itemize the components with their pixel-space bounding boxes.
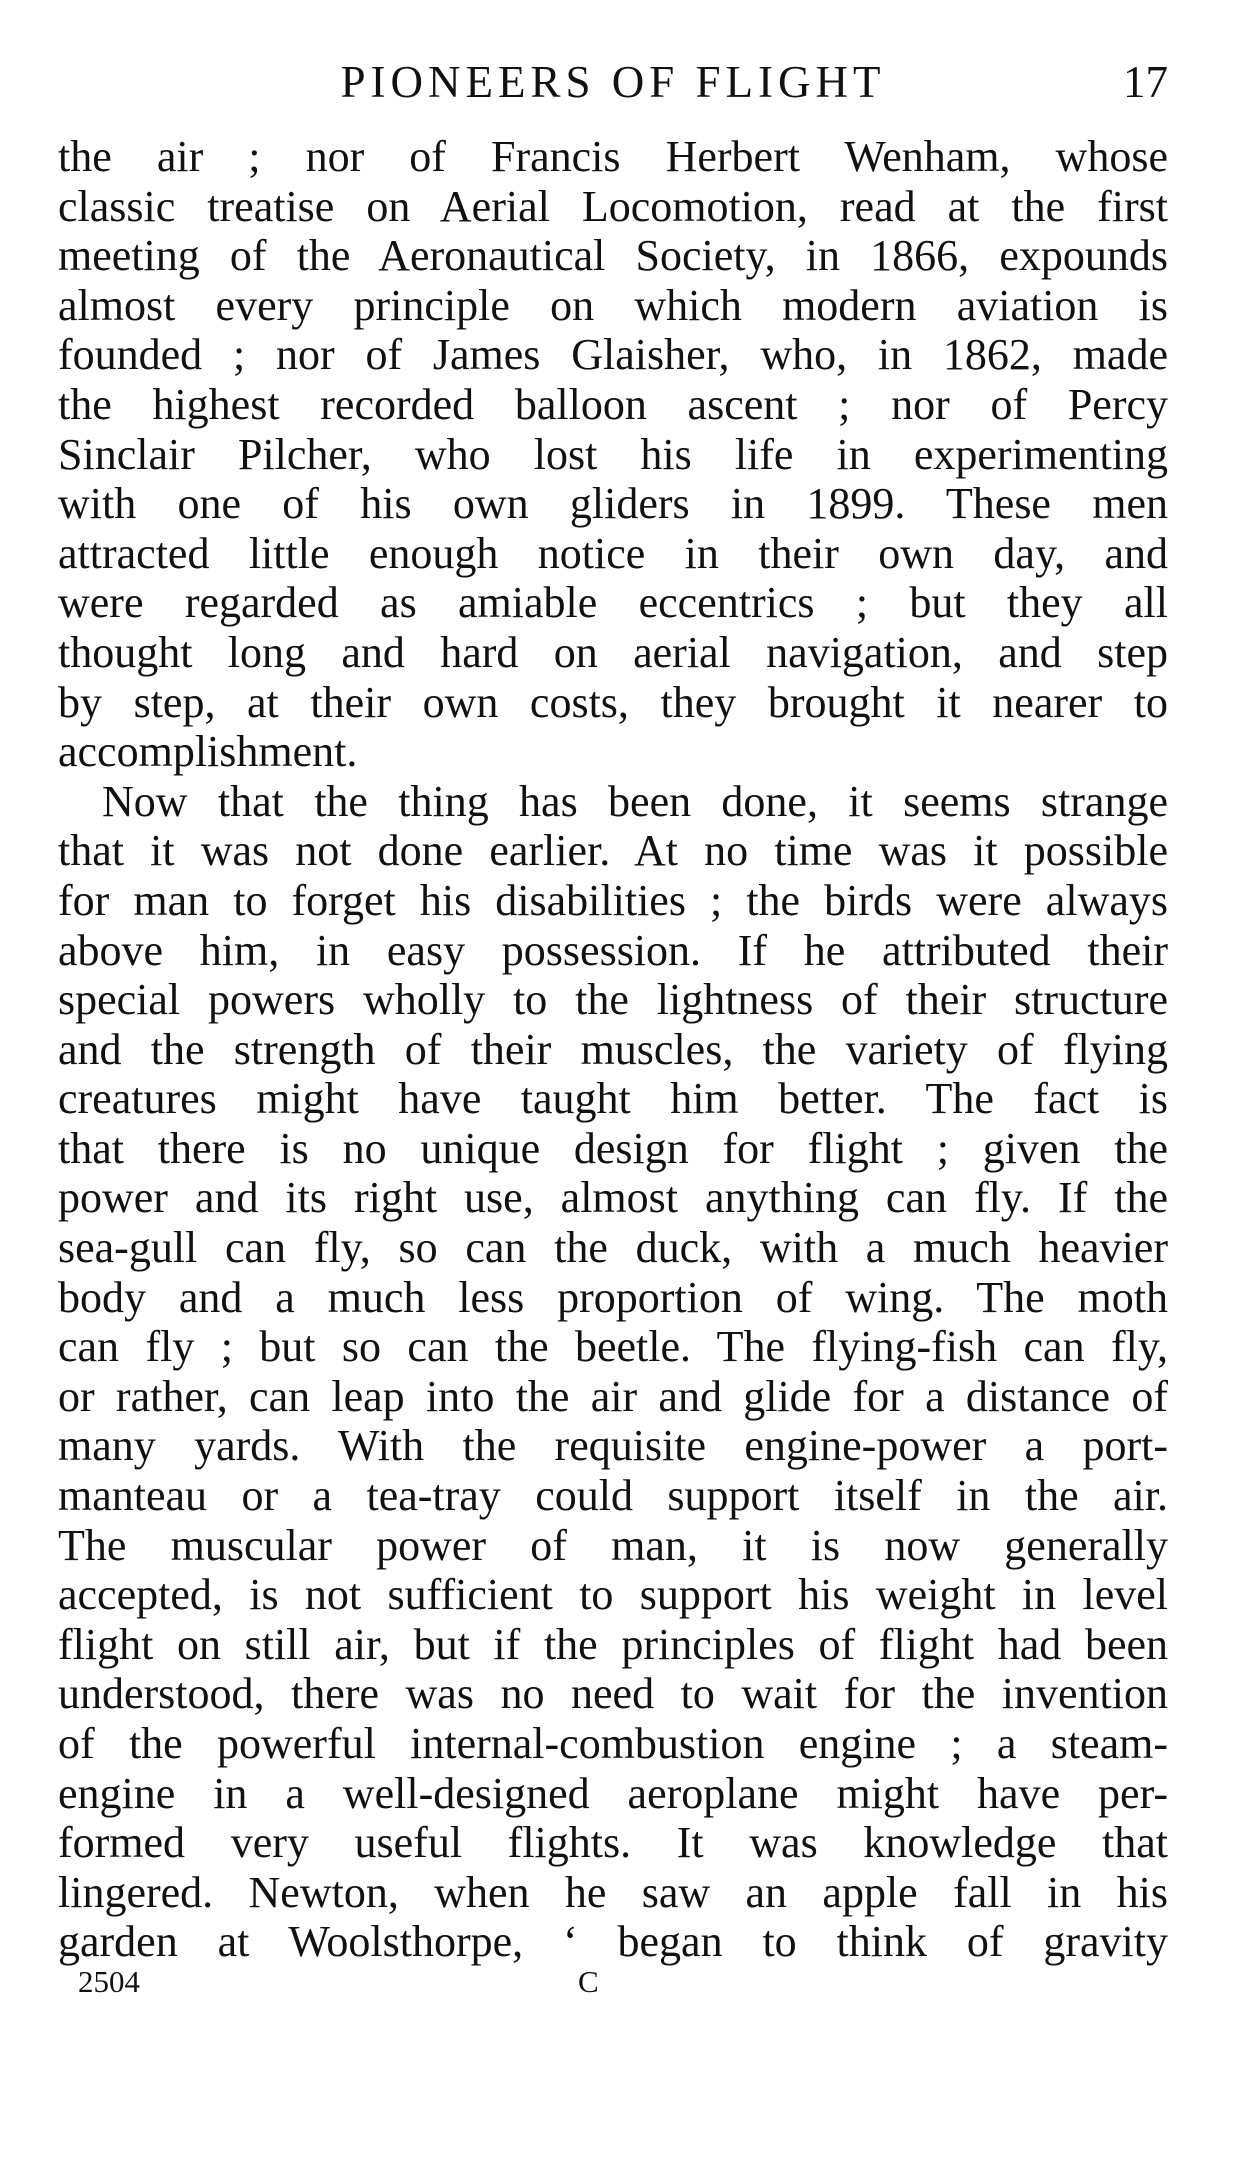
sheet-mark: C	[578, 1964, 599, 1999]
text-line: power and its right use, almost anything can fly. If the	[58, 1173, 1168, 1223]
text-line: of the powerful internal-combustion engine ; a steam-	[58, 1719, 1168, 1768]
text-line: by step, at their own costs, they brought it nearer to	[58, 677, 1168, 727]
text-line: creatures might have taught him better. The fact is	[58, 1074, 1168, 1124]
text-line: that there is no unique design for flight ; given the	[58, 1123, 1168, 1173]
text-line: manteau or a tea-tray could support itself in the air.	[58, 1471, 1168, 1521]
text-line: classic treatise on Aerial Locomotion, read at the first	[58, 181, 1168, 231]
paragraph-continued	[58, 132, 1168, 777]
text-line: meeting of the Aeronautical Society, in 1866, expounds	[58, 231, 1168, 281]
text-line: thought long and hard on aerial navigation, and step	[58, 627, 1168, 677]
text-line: and the strength of their muscles, the variety of flying	[58, 1024, 1168, 1074]
text-line: accepted, is not sufficient to support his weight in level	[58, 1570, 1168, 1620]
text-line: founded ; nor of James Glaisher, who, in 1862, made	[58, 330, 1168, 380]
text-line: the highest recorded balloon ascent ; nor of Percy	[58, 379, 1168, 429]
text-line: with one of his own gliders in 1899. These men	[58, 479, 1168, 529]
text-line: attracted little enough notice in their own day, and	[58, 528, 1168, 578]
text-line: The muscular power of man, it is now generally	[58, 1520, 1168, 1570]
text-line: almost every principle on which modern aviation is	[58, 280, 1168, 330]
text-line: sea-gull can fly, so can the duck, with a much heavier	[58, 1223, 1168, 1273]
text-line: the air ; nor of Francis Herbert Wenham, whose	[58, 132, 1168, 181]
text-line: understood, there was no need to wait for the invention	[58, 1669, 1168, 1719]
text-line: garden at Woolsthorpe, ‘ began to think of gravity	[58, 1917, 1168, 1967]
page-number: 17	[1123, 57, 1168, 107]
running-title: PIONEERS OF FLIGHT	[340, 57, 886, 107]
text-line: accomplishment.	[58, 727, 358, 777]
text-line: Sinclair Pilcher, who lost his life in experimenting	[58, 429, 1168, 479]
text-line: engine in a well-designed aeroplane might have per-	[58, 1768, 1168, 1818]
text-line: lingered. Newton, when he saw an apple fall in his	[58, 1867, 1168, 1917]
paragraph-main	[58, 777, 1168, 1967]
text-line: flight on still air, but if the principles of flight had been	[58, 1619, 1168, 1669]
running-head	[58, 52, 1168, 112]
text-line: Now that the thing has been done, it seems strange	[102, 776, 1168, 826]
text-line: or rather, can leap into the air and glide for a distance of	[58, 1371, 1168, 1421]
printer-signature: 2504	[78, 1964, 140, 1999]
text-line: for man to forget his disabilities ; the birds were always	[58, 875, 1168, 925]
text-line: formed very useful flights. It was knowledge that	[58, 1818, 1168, 1868]
text-line: can fly ; but so can the beetle. The flying-fish can fly,	[58, 1322, 1168, 1372]
page-footer	[58, 1962, 1168, 2002]
text-line: body and a much less proportion of wing. The moth	[58, 1272, 1168, 1322]
text-line: above him, in easy possession. If he attributed their	[58, 925, 1168, 975]
text-line: many yards. With the requisite engine-power a port-	[58, 1421, 1168, 1471]
text-line: were regarded as amiable eccentrics ; but they all	[58, 578, 1168, 628]
text-line: special powers wholly to the lightness of their structure	[58, 975, 1168, 1025]
text-line: that it was not done earlier. At no time was it possible	[58, 826, 1168, 876]
body-text	[58, 132, 1168, 1967]
